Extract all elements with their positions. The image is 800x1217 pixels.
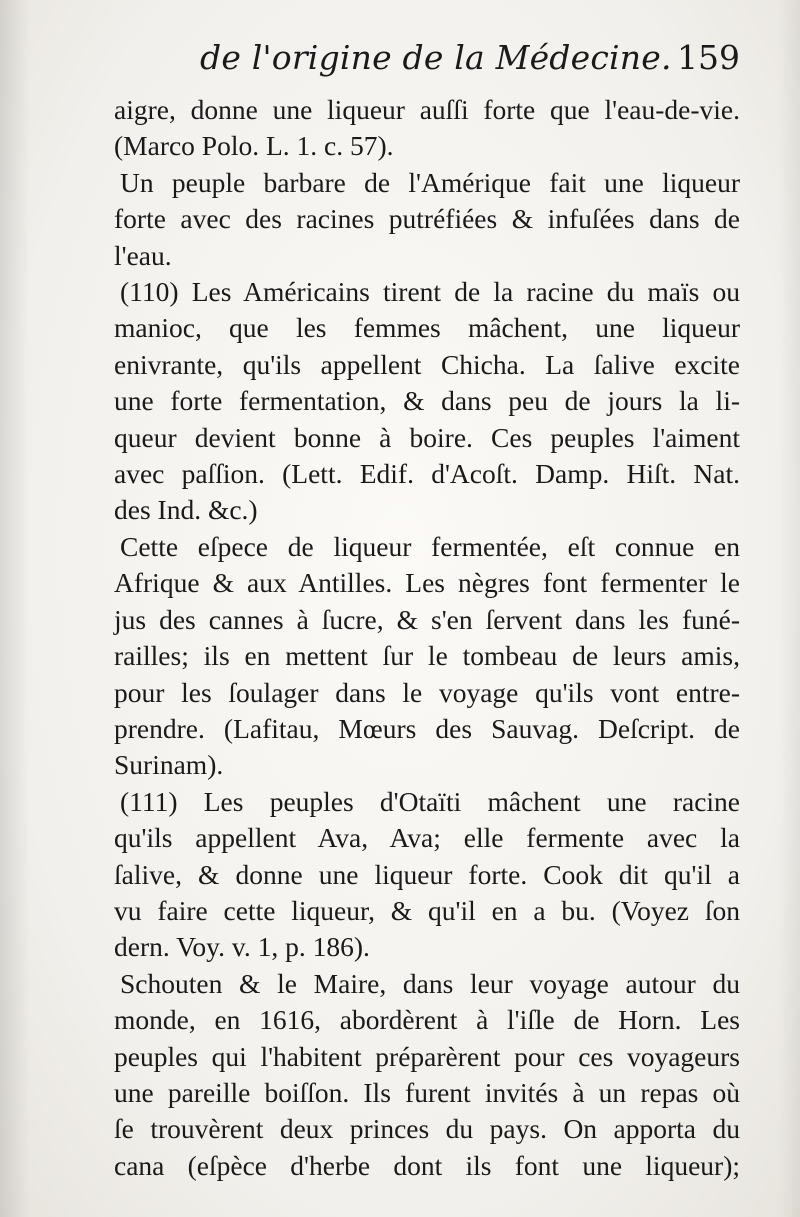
text-line: forte avec des racines putréfiées & infuſées dans de xyxy=(114,203,740,235)
text-line: des Ind. &c.) xyxy=(114,494,258,526)
page-header xyxy=(200,38,740,88)
text-line: Surinam). xyxy=(114,749,224,781)
text-line: (Marco Polo. L. 1. c. 57). xyxy=(114,130,394,162)
text-line: cana (eſpèce d'herbe dont ils font une liqueur); xyxy=(114,1149,740,1181)
text-line: aigre, donne une liqueur auſſi forte que l'eau-de-vie. xyxy=(114,94,740,125)
text-line: prendre. (Lafitau, Mœurs des Sauvag. Deſcript. de xyxy=(114,712,740,744)
text-line: peuples qui l'habitent préparèrent pour ces voyageurs xyxy=(114,1040,740,1072)
text-line: jus des cannes à ſucre, & s'en ſervent dans les funé- xyxy=(114,603,740,635)
text-line: monde, en 1616, abordèrent à l'iſle de Horn. Les xyxy=(114,1004,740,1036)
text-line: Un peuple barbare de l'Amérique fait une liqueur xyxy=(120,166,740,198)
body-text xyxy=(114,92,740,1184)
text-line: Cette eſpece de liqueur fermentée, eſt connue en xyxy=(120,530,740,562)
text-line: pour les ſoulager dans le voyage qu'ils vont entre- xyxy=(114,676,740,708)
text-line: (110) Les Américains tirent de la racine du maïs ou xyxy=(120,276,740,308)
text-line: Afrique & aux Antilles. Les nègres font fermenter le xyxy=(114,567,740,599)
gutter-shadow xyxy=(0,0,30,1217)
text-line: Schouten & le Maire, dans leur voyage autour du xyxy=(120,967,740,999)
text-line: dern. Voy. v. 1, p. 186). xyxy=(114,931,370,963)
text-line: une forte fermentation, & dans peu de jours la li- xyxy=(114,385,740,417)
text-line: qu'ils appellent Ava, Ava; elle fermente avec la xyxy=(114,822,740,854)
text-line: vu faire cette liqueur, & qu'il en a bu. (Voyez ſon xyxy=(114,894,740,926)
page-edge xyxy=(778,0,800,1217)
text-line: enivrante, qu'ils appellent Chicha. La ſalive excite xyxy=(114,348,740,380)
text-line: (111) Les peuples d'Otaïti mâchent une racine xyxy=(120,785,740,817)
text-line: avec paſſion. (Lett. Edif. d'Acoſt. Damp. Hiſt. Nat. xyxy=(114,458,740,490)
text-line: ſalive, & donne une liqueur forte. Cook dit qu'il a xyxy=(114,858,740,890)
text-line: queur devient bonne à boire. Ces peuples l'aiment xyxy=(114,421,740,453)
text-line: l'eau. xyxy=(114,239,172,271)
page-number: 159 xyxy=(677,38,740,77)
text-line: railles; ils en mettent ſur le tombeau de leurs amis, xyxy=(114,640,740,672)
text-line: une pareille boiſſon. Ils furent invités à un repas où xyxy=(114,1076,740,1108)
text-line: manioc, que les femmes mâchent, une liqueur xyxy=(114,312,740,344)
running-title: de l'origine de la Médecine. xyxy=(200,38,672,77)
text-line: ſe trouvèrent deux princes du pays. On apporta du xyxy=(114,1113,740,1145)
